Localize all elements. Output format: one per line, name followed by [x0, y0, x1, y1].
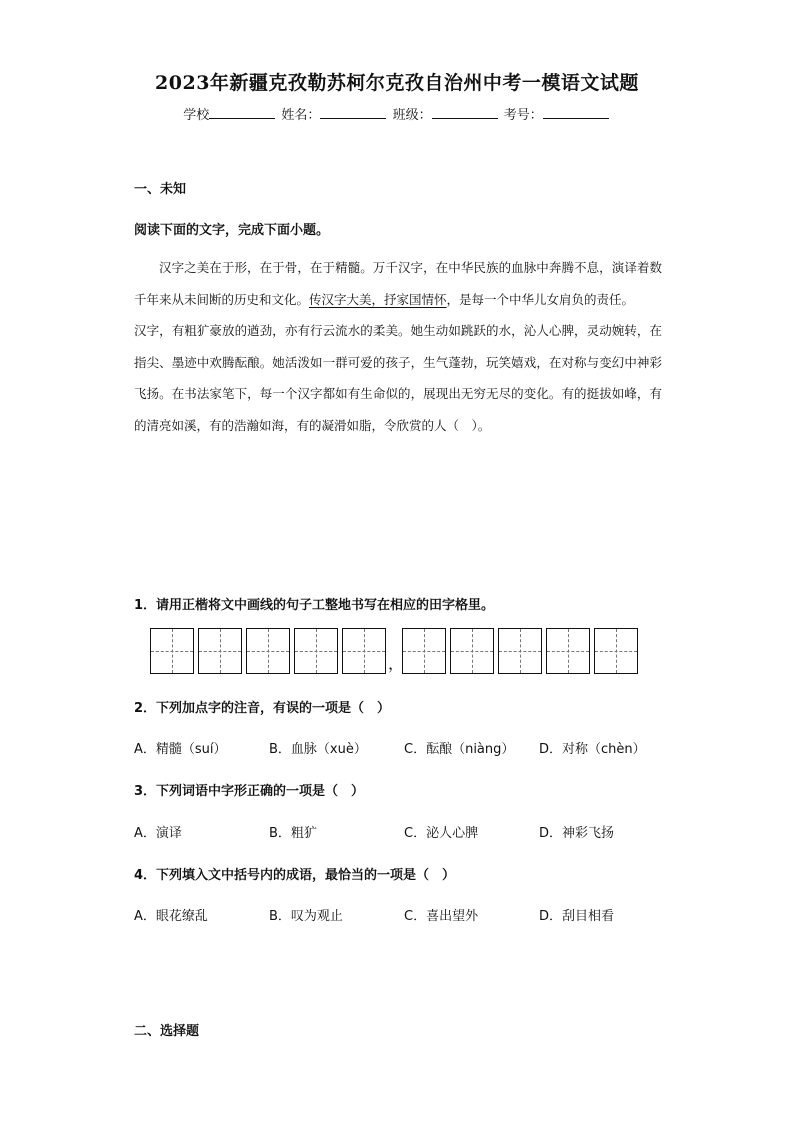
writing-cell[interactable]	[498, 628, 542, 674]
question-1: 1．请用正楷将文中画线的句子工整地书写在相应的田字格里。	[134, 598, 495, 613]
writing-cell[interactable]	[594, 628, 638, 674]
grid-comma: ，	[388, 654, 405, 673]
writing-cell[interactable]	[450, 628, 494, 674]
option-b[interactable]: B．血脉（xuè）	[269, 742, 367, 757]
option-a[interactable]: A．演译	[134, 826, 182, 841]
class-label: 班级：	[392, 108, 432, 123]
option-a[interactable]: A．眼花缭乱	[134, 909, 208, 924]
name-label: 姓名：	[281, 108, 321, 123]
school-label: 学校	[183, 108, 210, 123]
para1-text-a: 汉字之美在于形，在于骨，在于精髓。万千汉字，在中华民族的血脉中奔腾不息，演译着数千年来从未间断的历史和文化。	[134, 260, 662, 307]
option-c[interactable]: C．喜出望外	[404, 909, 479, 924]
section-heading-2: 二、选择题	[134, 1024, 200, 1039]
page-title: 2023年新疆克孜勒苏柯尔克孜自治州中考一模语文试题	[155, 72, 639, 94]
passage-paragraph-2: 汉字，有粗犷豪放的遒劲，亦有行云流水的柔美。她生动如跳跃的水，沁人心脾，灵动婉转，在指尖、墨迹中欢腾酝酿。她活泼如一群可爱的孩子，生气蓬勃，玩笑嬉戏，在对称与变幻中神彩飞扬。在书法家笔下，每一个汉字都如有生命似的，展现出无穷无尽的变化。有的挺拔如峰，有的清亮如溪，有的浩瀚如海，有的凝滑如脂，令欣赏的人（ ）。	[134, 323, 662, 433]
section-heading-1: 一、未知	[134, 182, 187, 197]
exam-no-label: 考号：	[503, 108, 543, 123]
reading-passage	[134, 252, 662, 441]
question-2-options	[134, 738, 674, 757]
option-a[interactable]: A．精髓（suí）	[134, 742, 227, 757]
option-d[interactable]: D．神彩飞扬	[539, 826, 615, 841]
option-c[interactable]: C．泌人心脾	[404, 826, 479, 841]
writing-cell[interactable]	[402, 628, 446, 674]
question-3: 3．下列词语中字形正确的一项是（ ）	[134, 784, 365, 799]
tianzige-grid	[150, 628, 642, 674]
exam-no-blank[interactable]	[543, 106, 609, 119]
passage-paragraph-1	[134, 252, 662, 315]
writing-cell[interactable]	[294, 628, 338, 674]
option-c[interactable]: C．酝酿（niàng）	[404, 742, 515, 757]
name-blank[interactable]	[320, 106, 386, 119]
school-blank[interactable]	[209, 106, 275, 119]
underlined-sentence: 传汉字大美，抒家国情怀	[309, 291, 447, 307]
writing-cell[interactable]	[150, 628, 194, 674]
writing-cell[interactable]	[246, 628, 290, 674]
question-3-options	[134, 822, 674, 841]
para1-text-b: ，是每一个中华儿女肩负的责任。	[446, 291, 635, 307]
option-d[interactable]: D．对称（chèn）	[539, 742, 646, 757]
class-blank[interactable]	[432, 106, 498, 119]
writing-cell[interactable]	[546, 628, 590, 674]
reading-instruction: 阅读下面的文字，完成下面小题。	[134, 223, 330, 238]
option-b[interactable]: B．叹为观止	[269, 909, 343, 924]
question-4: 4．下列填入文中括号内的成语，最恰当的一项是（ ）	[134, 868, 456, 883]
student-info-line	[0, 104, 794, 123]
option-b[interactable]: B．粗犷	[269, 826, 317, 841]
writing-cell[interactable]	[198, 628, 242, 674]
option-d[interactable]: D．刮目相看	[539, 909, 615, 924]
writing-cell[interactable]	[342, 628, 386, 674]
question-4-options	[134, 905, 674, 924]
question-2: 2．下列加点字的注音，有误的一项是（ ）	[134, 701, 391, 716]
